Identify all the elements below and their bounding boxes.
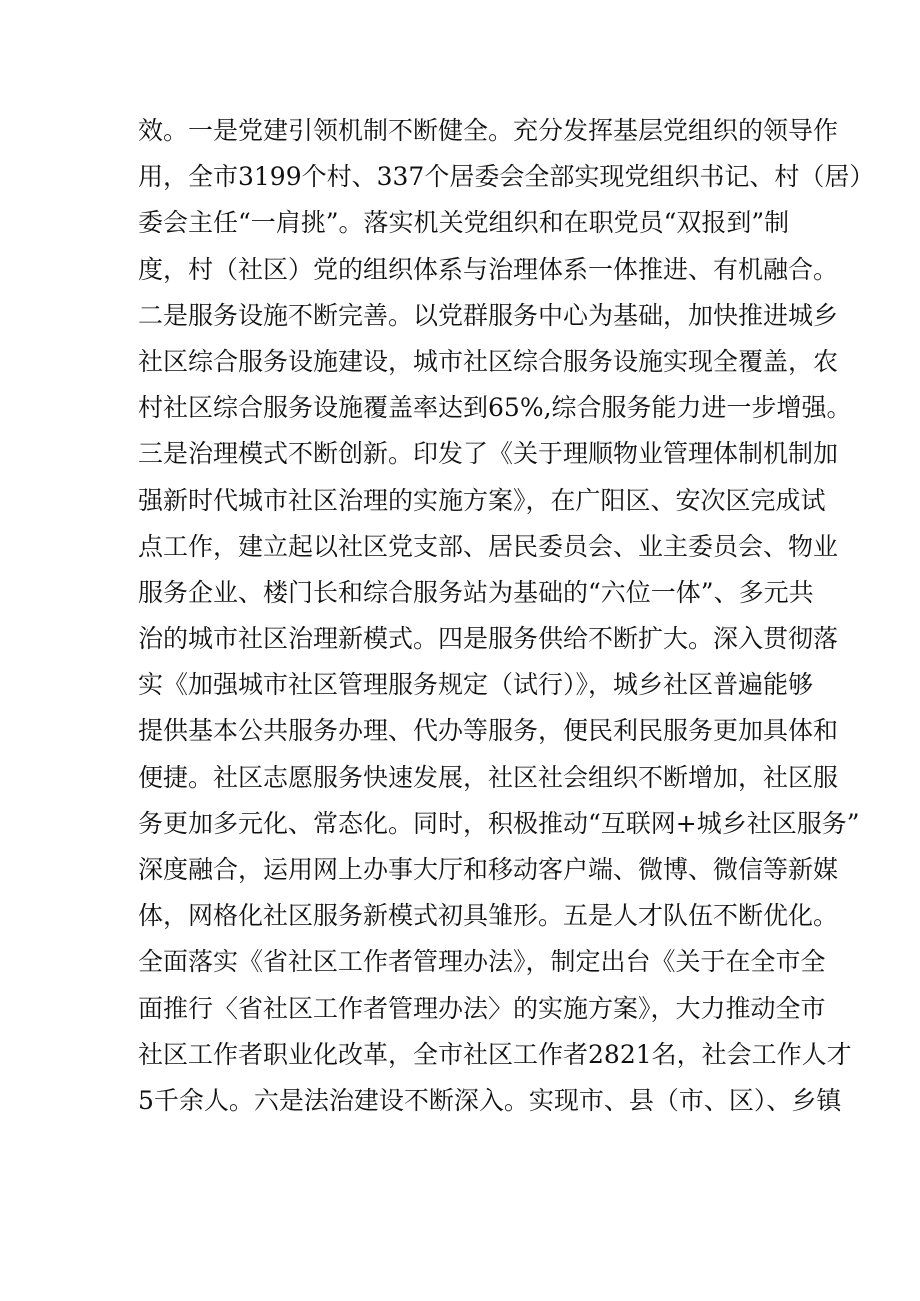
text-line: 二是服务设施不断完善。以党群服务中心为基础，加快推进城乡 bbox=[138, 300, 839, 330]
text-line: 三是治理模式不断创新。印发了《关于理顺物业管理体制机制加 bbox=[138, 439, 839, 469]
text-line: 社区工作者职业化改革，全市社区工作者2821名，社会工作人才 bbox=[138, 1039, 852, 1069]
body-text bbox=[138, 108, 875, 1124]
text-line: 度，村（社区）党的组织体系与治理体系一体推进、有机融合。 bbox=[138, 254, 839, 284]
text-line: 社区综合服务设施建设，城市社区综合服务设施实现全覆盖，农 bbox=[138, 346, 839, 376]
text-line: 面推行〈省社区工作者管理办法〉的实施方案》，大力推动全市 bbox=[138, 993, 826, 1023]
text-line: 效。一是党建引领机制不断健全。充分发挥基层党组织的领导作 bbox=[138, 116, 839, 145]
text-line: 村社区综合服务设施覆盖率达到65%,综合服务能力进一步增强。 bbox=[138, 393, 852, 423]
text-line: 强新时代城市社区治理的实施方案》，在广阳区、安次区完成试 bbox=[138, 485, 826, 515]
text-line: 治的城市社区治理新模式。四是服务供给不断扩大。深入贯彻落 bbox=[138, 624, 839, 654]
text-line: 服务企业、楼门长和综合服务站为基础的“六位一体”、多元共 bbox=[138, 577, 814, 607]
text-line: 点工作，建立起以社区党支部、居民委员会、业主委员会、物业 bbox=[138, 531, 839, 561]
text-line: 务更加多元化、常态化。同时，积极推动“互联网+城乡社区服务” bbox=[138, 808, 860, 838]
text-line: 深度融合，运用网上办事大厅和移动客户端、微博、微信等新媒 bbox=[138, 855, 839, 884]
text-line: 便捷。社区志愿服务快速发展，社区社会组织不断增加，社区服 bbox=[138, 762, 839, 792]
text-line: 5千余人。六是法治建设不断深入。实现市、县（市、区）、乡镇 bbox=[138, 1085, 842, 1115]
text-line: 实《加强城市社区管理服务规定（试行）》，城乡社区普遍能够 bbox=[138, 670, 814, 700]
text-line: 用，全市3199个村、337个居委会全部实现党组织书记、村（居） bbox=[138, 162, 875, 192]
text-line: 全面落实《省社区工作者管理办法》，制定出台《关于在全市全 bbox=[138, 947, 826, 977]
text-line: 委会主任“一肩挑”。落实机关党组织和在职党员“双报到”制 bbox=[138, 208, 790, 238]
text-line: 体，网格化社区服务新模式初具雏形。五是人才队伍不断优化。 bbox=[138, 901, 839, 931]
text-line: 提供基本公共服务办理、代办等服务，便民利民服务更加具体和 bbox=[138, 716, 839, 746]
